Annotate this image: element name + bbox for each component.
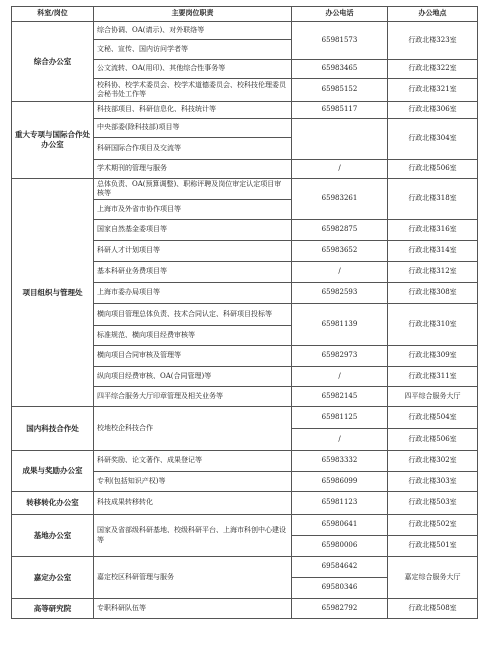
location-cell: 行政北楼310室 <box>388 304 478 346</box>
phone-cell: 65983652 <box>292 241 388 262</box>
duty-cell: 嘉定校区科研管理与服务 <box>94 557 292 599</box>
department-name: 综合办公室 <box>12 22 94 102</box>
location-cell: 行政北楼309室 <box>388 346 478 367</box>
location-cell: 行政北楼506室 <box>388 160 478 179</box>
location-cell: 行政北楼503室 <box>388 492 478 515</box>
department-name: 嘉定办公室 <box>12 557 94 599</box>
phone-cell: / <box>292 160 388 179</box>
phone-cell: 65982973 <box>292 346 388 367</box>
department-name: 基地办公室 <box>12 515 94 557</box>
location-cell: 行政北楼303室 <box>388 472 478 492</box>
header-phone: 办公电话 <box>292 7 388 22</box>
header-department: 科室/岗位 <box>12 7 94 22</box>
phone-cell: 65983465 <box>292 60 388 79</box>
department-name: 成果与奖励办公室 <box>12 451 94 492</box>
phone-cell: 65980641 <box>292 515 388 536</box>
duty-cell: 公文流转、OA(用印)、其他综合性事务等 <box>94 60 292 79</box>
location-cell: 行政北楼306室 <box>388 102 478 119</box>
location-cell: 行政北楼316室 <box>388 220 478 241</box>
location-cell: 行政北楼308室 <box>388 283 478 304</box>
phone-cell <box>292 119 388 160</box>
phone-cell: 65981123 <box>292 492 388 515</box>
duty-cell: 综合协调、OA(请示)、对外联络等 <box>94 22 292 40</box>
duty-cell: 国家自然基金委项目等 <box>94 220 292 241</box>
location-cell: 行政北楼322室 <box>388 60 478 79</box>
duty-cell: 横向项目合同审核及管理等 <box>94 346 292 367</box>
location-cell: 行政北楼311室 <box>388 367 478 387</box>
duty-cell: 上海市及外省市协作项目等 <box>94 200 292 220</box>
location-cell: 行政北楼302室 <box>388 451 478 472</box>
duty-cell: 总体负责、OA(预算调整)、职称评聘及岗位审定认定项目审核等 <box>94 179 292 200</box>
location-cell: 行政北楼314室 <box>388 241 478 262</box>
table-row <box>12 451 478 472</box>
duty-cell: 上海市委办局项目等 <box>94 283 292 304</box>
location-cell: 四平综合服务大厅 <box>388 387 478 407</box>
phone-cell: 65982593 <box>292 283 388 304</box>
table-row <box>12 557 478 578</box>
duty-cell: 科研国际合作项目及交流等 <box>94 138 292 160</box>
phone-cell: 65982792 <box>292 599 388 619</box>
phone-cell: 65985152 <box>292 79 388 102</box>
department-name: 重大专项与国际合作处办公室 <box>12 102 94 179</box>
duty-cell: 文秘、宣传、国内访问学者等 <box>94 40 292 60</box>
table-row <box>12 492 478 515</box>
phone-cell: / <box>292 429 388 451</box>
location-cell: 行政北楼504室 <box>388 407 478 429</box>
header-duties: 主要岗位职责 <box>94 7 292 22</box>
duty-cell: 专职科研队伍等 <box>94 599 292 619</box>
location-cell: 嘉定综合服务大厅 <box>388 557 478 599</box>
department-name: 高等研究院 <box>12 599 94 619</box>
phone-cell: 65982145 <box>292 387 388 407</box>
location-cell: 行政北楼321室 <box>388 79 478 102</box>
department-name: 项目组织与管理处 <box>12 179 94 407</box>
department-name: 国内科技合作处 <box>12 407 94 451</box>
location-cell: 行政北楼506室 <box>388 429 478 451</box>
duty-cell: 纵向项目经费审核、OA(合同管理)等 <box>94 367 292 387</box>
table-row <box>12 407 478 429</box>
phone-cell: 69584642 <box>292 557 388 578</box>
phone-cell: 65986099 <box>292 472 388 492</box>
location-cell: 行政北楼508室 <box>388 599 478 619</box>
directory-table <box>11 6 478 619</box>
phone-cell: 65983261 <box>292 179 388 220</box>
location-cell: 行政北楼323室 <box>388 22 478 60</box>
phone-cell: 65983332 <box>292 451 388 472</box>
table-row <box>12 179 478 200</box>
header-location: 办公地点 <box>388 7 478 22</box>
duty-cell: 校地校企科技合作 <box>94 407 292 451</box>
duty-cell: 基本科研业务费项目等 <box>94 262 292 283</box>
duty-cell: 四平综合服务大厅印章管理及相关业务等 <box>94 387 292 407</box>
duty-cell: 科技成果转移转化 <box>94 492 292 515</box>
duty-cell: 标准规范、横向项目经费审核等 <box>94 326 292 346</box>
phone-cell: 65981139 <box>292 304 388 346</box>
table-row <box>12 515 478 536</box>
phone-cell: 65980006 <box>292 536 388 557</box>
phone-cell: / <box>292 367 388 387</box>
location-cell: 行政北楼501室 <box>388 536 478 557</box>
duty-cell: 科技部项目、科研信息化、科技统计等 <box>94 102 292 119</box>
duty-cell: 横向项目管理总体负责、技术合同认定、科研项目投标等 <box>94 304 292 326</box>
table-row <box>12 22 478 40</box>
header-row <box>12 7 478 22</box>
phone-cell: 65985117 <box>292 102 388 119</box>
phone-cell: / <box>292 262 388 283</box>
table-row <box>12 599 478 619</box>
location-cell: 行政北楼312室 <box>388 262 478 283</box>
location-cell: 行政北楼304室 <box>388 119 478 160</box>
duty-cell: 科研人才计划项目等 <box>94 241 292 262</box>
duty-cell: 校科协、校学术委员会、校学术道德委员会、校科技伦理委员会秘书处工作等 <box>94 79 292 102</box>
duty-cell: 中央部委(除科技部)项目等 <box>94 119 292 138</box>
office-directory <box>11 6 477 619</box>
duty-cell: 国家及省部级科研基地、校级科研平台、上海市科创中心建设等 <box>94 515 292 557</box>
duty-cell: 科研奖励、论文著作、成果登记等 <box>94 451 292 472</box>
table-row <box>12 102 478 119</box>
department-name: 转移转化办公室 <box>12 492 94 515</box>
location-cell: 行政北楼502室 <box>388 515 478 536</box>
phone-cell: 69580346 <box>292 578 388 599</box>
phone-cell: 65981573 <box>292 22 388 60</box>
duty-cell: 专利(包括知识产权)等 <box>94 472 292 492</box>
phone-cell: 65981125 <box>292 407 388 429</box>
location-cell: 行政北楼318室 <box>388 179 478 220</box>
phone-cell: 65982875 <box>292 220 388 241</box>
duty-cell: 学术期刊的管理与服务 <box>94 160 292 179</box>
